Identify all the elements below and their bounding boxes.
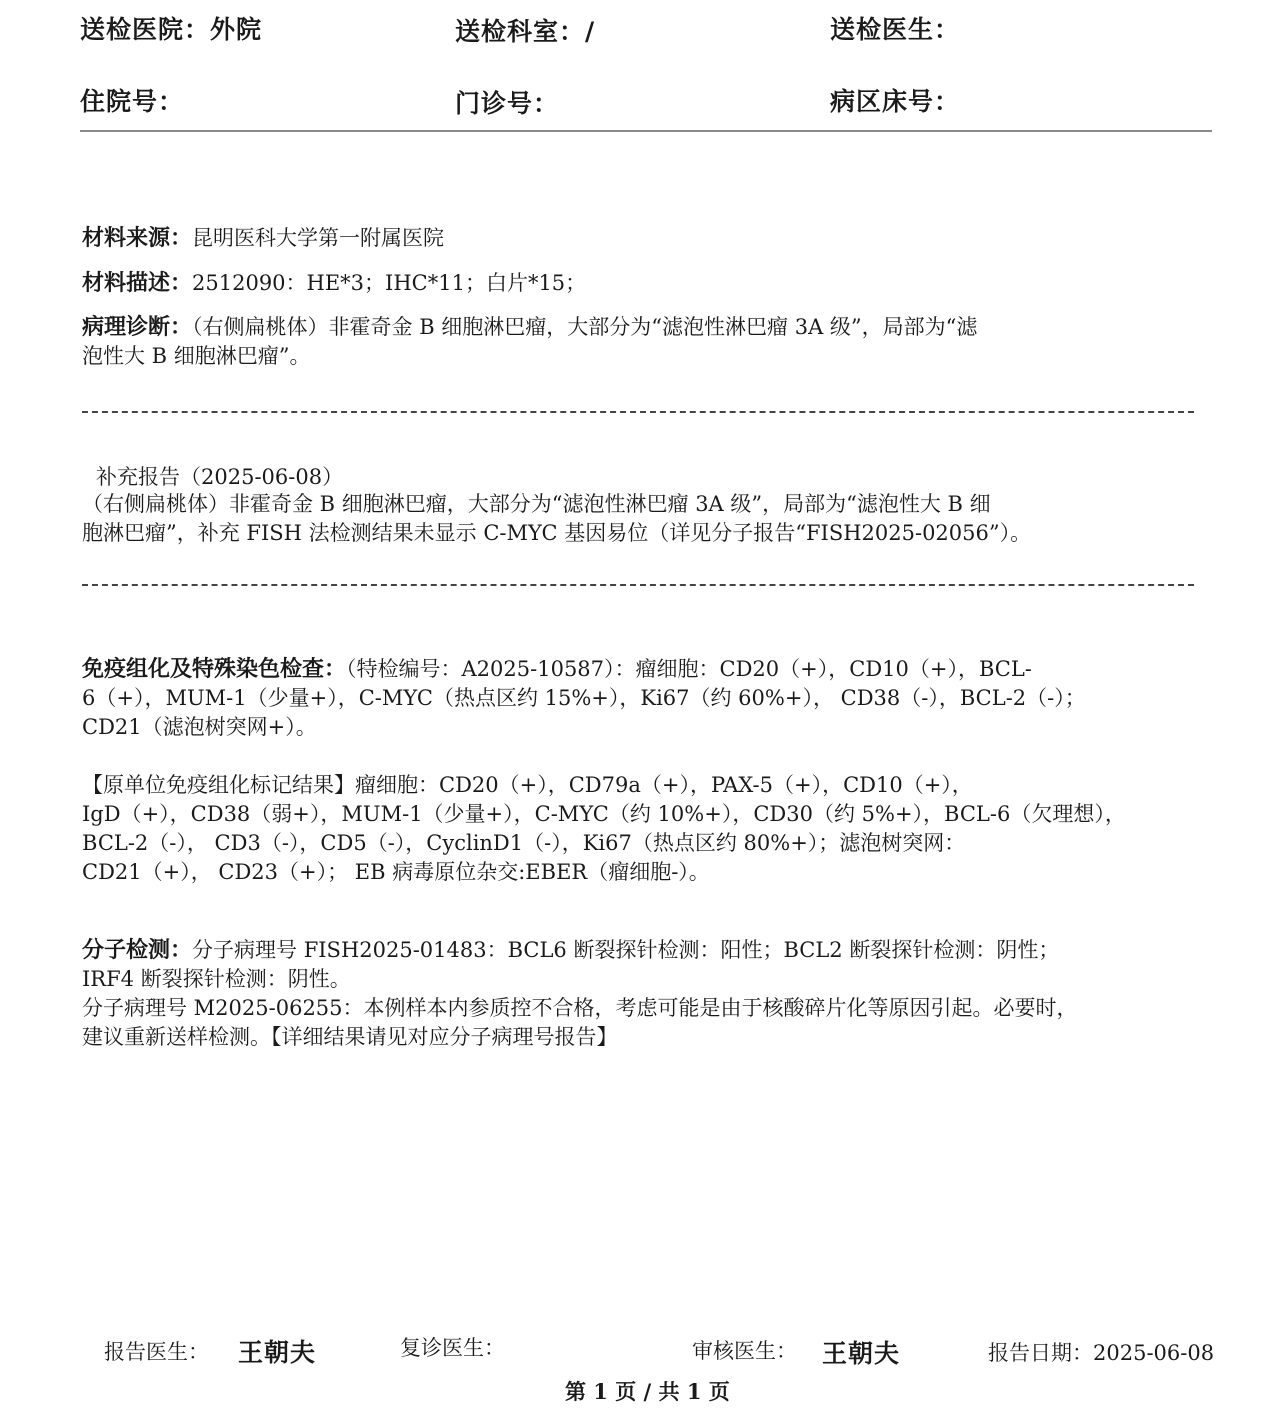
material-source-value: 昆明医科大学第一附属医院 <box>192 226 445 250</box>
page-indicator: 第 1 页 / 共 1 页 <box>565 1379 730 1404</box>
pathology-diagnosis <box>82 313 1217 371</box>
supplement-text: （右侧扁桃体）非霍奇金 B 细胞淋巴瘤，大部分为“滤泡性淋巴瘤 3A 级”，局部为“滤泡性大 B 细 胞淋巴瘤”，补充 FISH 法检测结果未显示 C-MYC 基因易位（详见分子报告“FISH2025-02056”）。 <box>82 492 1032 545</box>
report-date-value: 2025-06-08 <box>1093 1341 1215 1365</box>
material-description-label: 材料描述： <box>82 270 193 296</box>
department-value: / <box>585 17 596 46</box>
report-doctor-label: 报告医生： <box>104 1340 209 1364</box>
material-description-value: 2512090：HE*3；IHC*11；白片*15； <box>192 271 587 295</box>
ihc-text: （特检编号：A2025-10587）：瘤细胞：CD20（+），CD10（+），BCL- 6（+），MUM-1（少量+），C-MYC（热点区约 15%+），Ki67（约 60%+）， CD38（-），BCL-2（-）； CD21（滤泡树突网+）。 <box>82 657 1086 739</box>
outpatient-number-label: 门诊号： <box>455 89 560 118</box>
diagnosis-label: 病理诊断： <box>82 314 193 340</box>
inpatient-number-label: 住院号： <box>80 87 185 116</box>
referring-doctor-field <box>830 10 960 46</box>
molecular-label: 分子检测： <box>82 937 193 963</box>
diagnosis-text: （右侧扁桃体）非霍奇金 B 细胞淋巴瘤，大部分为“滤泡性淋巴瘤 3A 级”，局部为“滤 泡性大 B 细胞淋巴瘤”。 <box>82 315 978 368</box>
header-divider <box>80 130 1212 132</box>
report-date-label: 报告日期： <box>988 1341 1093 1365</box>
molecular-text: 分子病理号 FISH2025-01483：BCL6 断裂探针检测：阳性；BCL2 断裂探针检测：阴性； IRF4 断裂探针检测：阴性。 分子病理号 M2025-06255：本例样本内参质控不合格，考虑可能是由于核酸碎片化等原因引起。必要时， 建议重新送样检测。【详细结果请见对应分子病理号报告】 <box>82 938 1078 1049</box>
molecular-section <box>82 936 1217 1052</box>
department-field <box>455 12 595 48</box>
material-description <box>82 240 1217 298</box>
report-date <box>988 1337 1214 1367</box>
hospital-label: 送检医院： <box>80 15 211 44</box>
supplement-title: 补充报告（2025-06-08） <box>96 465 344 489</box>
dashed-divider-2 <box>82 584 1194 586</box>
ward-bed-label: 病区床号： <box>830 87 961 116</box>
review-doctor-label: 复诊医生： <box>400 1336 505 1360</box>
report-doctor-signature: 王朝夫 <box>238 1338 317 1367</box>
hospital-field <box>80 10 262 46</box>
material-source-label: 材料来源： <box>82 225 193 251</box>
department-label: 送检科室： <box>455 17 586 46</box>
dashed-divider-1 <box>82 411 1194 413</box>
referring-doctor-label: 送检医生： <box>830 15 961 44</box>
audit-doctor-signature: 王朝夫 <box>822 1339 901 1368</box>
ihc-section <box>82 655 1217 742</box>
original-ihc-results: 【原单位免疫组化标记结果】瘤细胞：CD20（+），CD79a（+），PAX-5（+），CD10（+）， IgD（+），CD38（弱+），MUM-1（少量+），C-MYC（约 10%+），CD30（约 5%+），BCL-6（欠理想）， BCL-2（-）， CD3（-），CD5（-），CyclinD1（-），Ki67（热点区约 80%+）；滤泡树突网： CD21（+）， CD23（+）； EB 病毒原位杂交:EBER（瘤细胞-）。 <box>82 773 1126 884</box>
hospital-value: 外院 <box>210 15 263 44</box>
ihc-label: 免疫组化及特殊染色检查： <box>82 656 347 682</box>
audit-doctor-label: 审核医生： <box>692 1339 797 1363</box>
